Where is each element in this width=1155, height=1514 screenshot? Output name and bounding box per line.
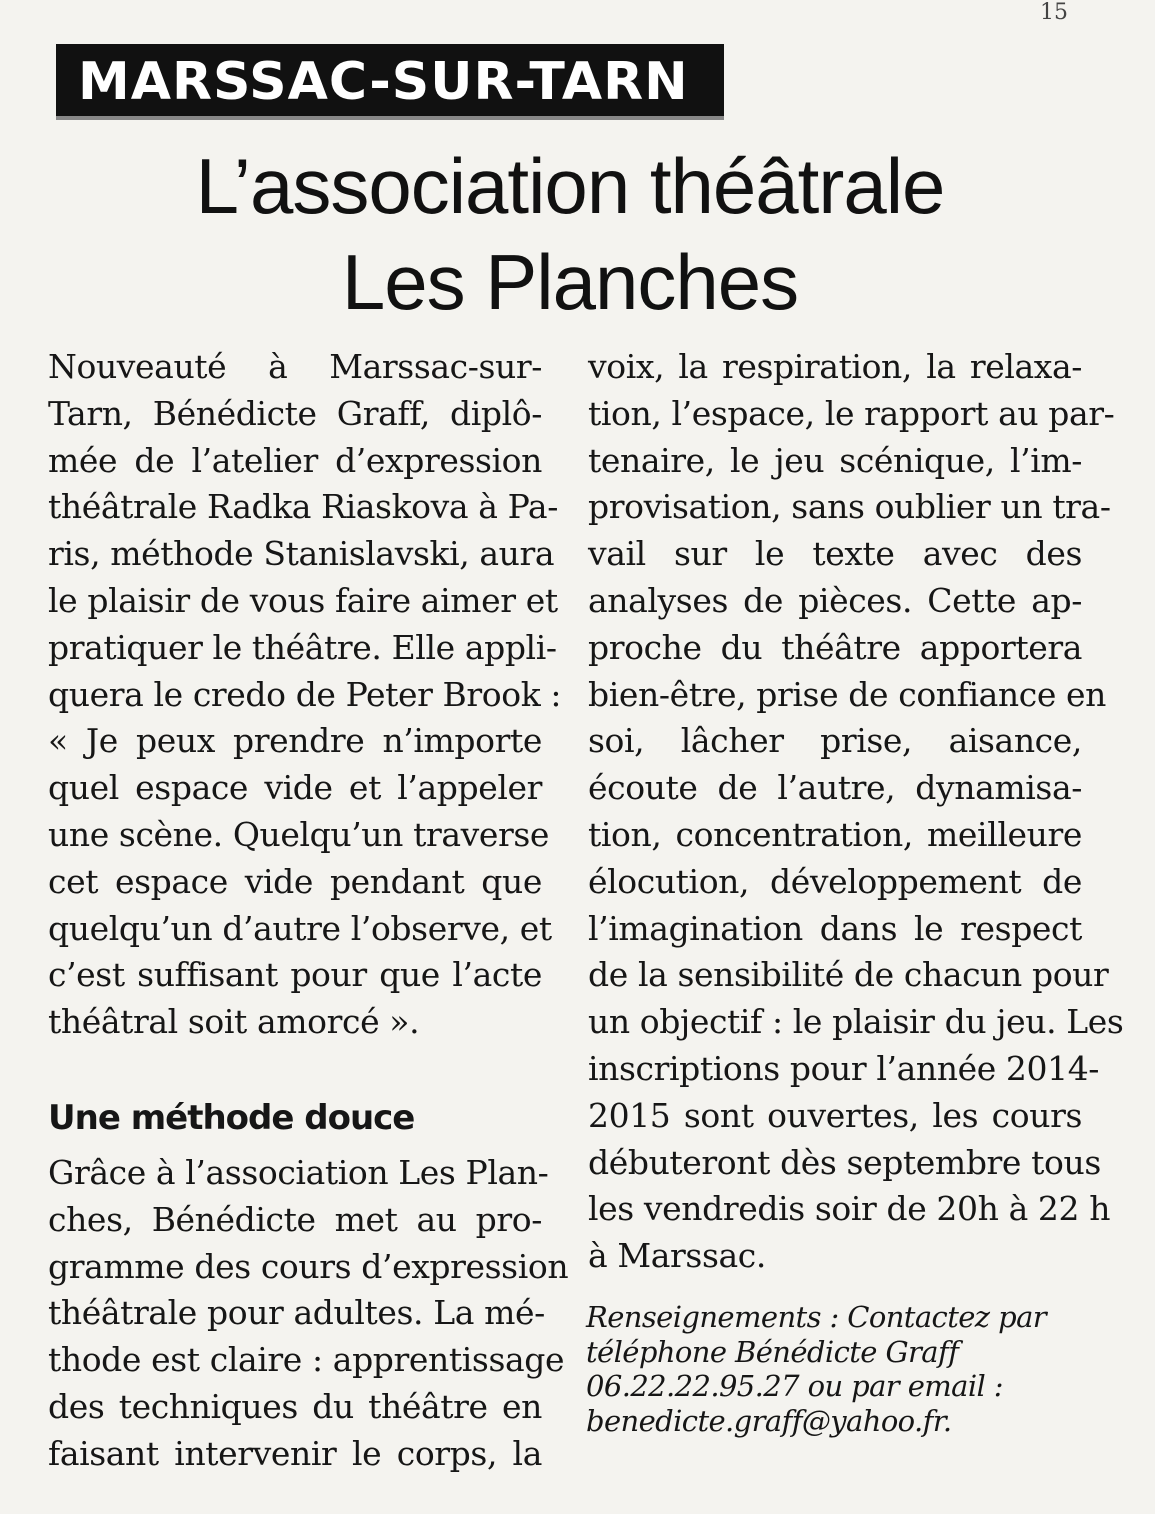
text-line: quel espace vide et l’appeler — [48, 768, 542, 808]
text-line: mée de l’atelier d’expression — [48, 440, 542, 480]
text-line: tion, l’espace, le rapport au par- — [588, 393, 1115, 433]
text-line: théâtrale Radka Riaskova à Pa- — [48, 487, 558, 527]
text-line: une scène. Quelqu’un traverse — [48, 814, 550, 854]
info-email: benedicte.graff@yahoo.fr. — [586, 1403, 952, 1438]
text-line: bien-être, prise de confiance en — [588, 674, 1107, 714]
text-line: théâtral soit amorcé ». — [48, 1002, 420, 1042]
text-line: Grâce à l’association Les Plan- — [48, 1153, 549, 1192]
text-line: inscriptions pour l’année 2014- — [588, 1048, 1100, 1088]
location-kicker — [56, 44, 724, 120]
kicker-text: MARSSAC-SUR-TARN — [78, 52, 689, 112]
text-line: « Je peux prendre n’importe — [48, 721, 542, 761]
info-line: téléphone Bénédicte Graff — [586, 1334, 959, 1369]
text-line: thode est claire : apprentissage — [48, 1340, 565, 1380]
text-line: soi, lâcher prise, aisance, — [588, 721, 1082, 761]
text-line: pratiquer le théâtre. Elle appli- — [48, 627, 557, 667]
headline-line: L’association théâtrale — [195, 142, 945, 230]
text-line: vail sur le texte avec des — [588, 534, 1082, 574]
text-line: écoute de l’autre, dynamisa- — [588, 768, 1082, 808]
text-line: théâtrale pour adultes. La mé- — [48, 1293, 545, 1333]
text-line: cet espace vide pendant que — [48, 861, 542, 901]
text-line: de la sensibilité de chacun pour — [588, 955, 1109, 995]
text-line: faisant intervenir le corps, la — [48, 1433, 542, 1473]
text-line: gramme des cours d’expression — [48, 1246, 569, 1286]
text-line: l’imagination dans le respect — [588, 908, 1082, 948]
subheading: Une méthode douce — [48, 1098, 415, 1138]
article-left-column — [48, 344, 562, 1046]
text-line: débuteront dès septembre tous — [588, 1142, 1101, 1182]
text-line: à Marssac. — [588, 1236, 766, 1276]
text-line: quelqu’un d’autre l’observe, et — [48, 908, 552, 948]
text-line: voix, la respiration, la relaxa- — [588, 347, 1082, 386]
page-number: 15 — [1040, 0, 1068, 25]
text-line: ris, méthode Stanislavski, aura — [48, 534, 555, 574]
text-line: tion, concentration, meilleure — [588, 814, 1082, 854]
text-line: les vendredis soir de 20h à 22 h — [588, 1189, 1111, 1229]
text-line: le plaisir de vous faire aimer et — [48, 580, 558, 620]
text-line: Tarn, Bénédicte Graff, diplô- — [48, 393, 542, 433]
text-line: élocution, développement de — [588, 861, 1082, 901]
text-line: ches, Bénédicte met au pro- — [48, 1199, 542, 1239]
article-left-column-continued — [48, 1150, 569, 1478]
info-line: 06.22.22.95.27 ou par email : — [586, 1369, 1003, 1403]
text-line: tenaire, le jeu scénique, l’im- — [588, 440, 1082, 480]
headline — [100, 138, 1040, 330]
text-line: c’est suffisant pour que l’acte — [48, 955, 542, 995]
article-right-column — [588, 344, 1124, 1280]
contact-info — [586, 1300, 1066, 1438]
text-line: 2015 sont ouvertes, les cours — [588, 1095, 1082, 1135]
text-line: des techniques du théâtre en — [48, 1386, 542, 1426]
text-line: analyses de pièces. Cette ap- — [588, 580, 1082, 620]
text-line: proche du théâtre apportera — [588, 627, 1082, 667]
text-line: quera le credo de Peter Brook : — [48, 674, 562, 714]
info-line: Renseignements : Contactez par — [586, 1300, 1047, 1334]
headline-line: Les Planches — [341, 238, 799, 326]
text-line: provisation, sans oublier un tra- — [588, 487, 1111, 527]
text-line: Nouveauté à Marssac-sur- — [48, 347, 542, 386]
text-line: un objectif : le plaisir du jeu. Les — [588, 1002, 1124, 1042]
